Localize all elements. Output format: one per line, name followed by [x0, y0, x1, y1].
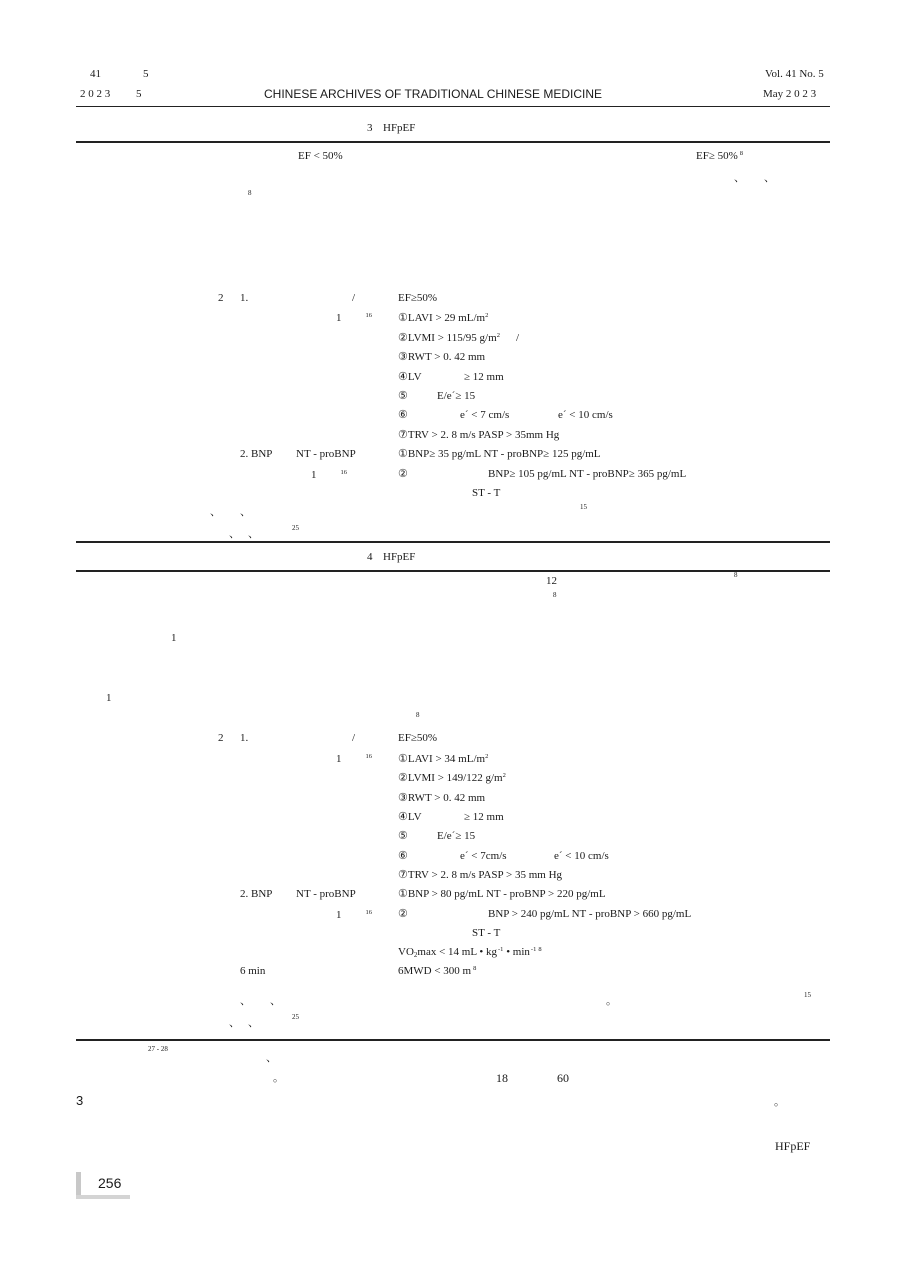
table4-title-number: 4: [367, 551, 373, 563]
table3-item-bnp-1: ①BNP≥ 35 pg/mL NT - proBNP≥ 125 pg/mL: [398, 448, 601, 460]
table4-comma: 、: [229, 1017, 240, 1029]
table3-item-e2-value: e´ < 10 cm/s: [558, 409, 613, 421]
table3-criterion-1-label: 1.: [240, 292, 249, 304]
header-month-cn: 5: [136, 88, 142, 100]
table4-item-5: ⑤: [398, 830, 408, 842]
table3-item-6: ⑥: [398, 409, 408, 421]
table4-bottom-rule: [76, 1039, 830, 1041]
table4-item-e1-value: e´ < 7cm/s: [460, 850, 507, 862]
table3-stt: ST - T: [472, 487, 501, 499]
table3-item-bnp-2-num: ②: [398, 468, 408, 480]
table4-item-e2-value: e´ < 10 cm/s: [554, 850, 609, 862]
table3-item-lvmi: ②LVMI > 115/95 $g/m^2$ /: [398, 332, 519, 344]
table4-item-ee-value: E/e´≥ 15: [437, 830, 476, 842]
table3-comma: 、: [764, 172, 775, 184]
table3-title-term: HFpEF: [383, 122, 416, 134]
body-comma: 、: [266, 1052, 277, 1064]
table4-6min-label: 6 min: [240, 965, 266, 977]
header-date-en: May 2 0 2 3: [763, 88, 817, 100]
table3-comma: 、: [734, 172, 745, 184]
table4-score-1: 1: [171, 632, 177, 644]
table4-item-bnp-1: ①BNP > 80 pg/mL NT - proBNP > 220 pg/mL: [398, 888, 606, 900]
table4-item-bnp-2: BNP > 240 pg/mL NT - proBNP > 660 pg/mL: [488, 908, 692, 920]
table4-item-lavi: ①LAVI > 34 $mL/m^2$: [398, 753, 489, 765]
table3-top-rule: [76, 141, 830, 143]
table4-ref: 8: [553, 591, 557, 599]
table3-item-lv: ④LV: [398, 371, 422, 383]
table3-item-rwt: ③RWT > 0. 42 mm: [398, 351, 486, 363]
body-period: 。: [273, 1072, 284, 1084]
table3-criterion-2-label: 2. BNP: [240, 448, 273, 460]
table4-item-lvmi: ②LVMI > 149/122 $g/m^2$: [398, 772, 506, 784]
table4-period: 。: [606, 995, 617, 1007]
table4-stt: ST - T: [472, 927, 501, 939]
header-rule: [76, 106, 830, 107]
table4-item-bnp-2-num: ②: [398, 908, 408, 920]
table4-item-trv: ⑦TRV > 2. 8 m/s PASP > 35 mm Hg: [398, 869, 563, 881]
table3-ref: 25: [292, 524, 299, 532]
table4-sub-count: 1 $^{16}$: [336, 753, 372, 765]
table3-title-number: 3: [367, 122, 373, 134]
body-period: 。: [774, 1096, 785, 1108]
body-term-hfpef: HFpEF: [775, 1139, 811, 1153]
table3-ref: 15: [580, 503, 587, 511]
table4-value-12: 12: [546, 575, 557, 587]
table4-top-rule: [76, 570, 830, 572]
table4-criterion-2-label: 2. BNP: [240, 888, 273, 900]
table4-criterion-1-label: 1.: [240, 732, 249, 744]
table3-item-trv: ⑦TRV > 2. 8 m/s PASP > 35mm Hg: [398, 429, 560, 441]
table3-score-value: 2: [218, 292, 224, 304]
table4-comma: 、: [240, 995, 251, 1007]
table3-item-e1-value: e´ < 7 cm/s: [460, 409, 510, 421]
table4-ref: 8: [416, 711, 420, 719]
table4-ref: 25: [292, 1013, 299, 1021]
table4-score-value: 2: [218, 732, 224, 744]
table3-comma: 、: [210, 506, 221, 518]
header-year-cn: 2 0 2 3: [80, 88, 111, 100]
table3-slash: /: [352, 292, 356, 304]
table3-criterion-2-nt: NT - proBNP: [296, 448, 356, 460]
table4-item-lv-value: ≥ 12 mm: [464, 811, 504, 823]
table3-ef-criterion: EF≥50%: [398, 292, 438, 304]
page-number-underline: [76, 1195, 130, 1199]
table3-item-ee-value: E/e´≥ 15: [437, 390, 476, 402]
table4-ref: 15: [804, 991, 811, 999]
table3-bottom-rule: [76, 541, 830, 543]
table4-criterion-2-nt: NT - proBNP: [296, 888, 356, 900]
header-volume-en: Vol. 41 No. 5: [765, 68, 824, 80]
table3-comma: 、: [229, 528, 240, 540]
table3-item-lv-value: ≥ 12 mm: [464, 371, 504, 383]
table4-ref: 8: [734, 571, 738, 579]
table4-score-1: 1: [106, 692, 112, 704]
table4-comma: 、: [270, 995, 281, 1007]
body-number-18: 18: [496, 1071, 508, 1085]
page-number: 256: [98, 1175, 122, 1191]
table4-6mwd: 6MWD < 300 m $^8$: [398, 965, 477, 977]
table4-sub-count: 1 $^{16}$: [336, 909, 372, 921]
table3-item-5: ⑤: [398, 390, 408, 402]
table4-slash: /: [352, 732, 356, 744]
table4-item-6: ⑥: [398, 850, 408, 862]
table3-header-ef-reduced: EF < 50%: [298, 150, 343, 162]
header-volume-cn: 41: [90, 68, 101, 80]
table3-sub-count: 1 $^{16}$: [311, 469, 347, 481]
table3-header-ef-preserved: EF≥ 50% $^8$: [696, 150, 744, 162]
table4-vo2max: $VO_2\max < 14$ mL • $kg^{-1}$ • $\min^{-1} ^8$: [398, 946, 542, 959]
table4-comma: 、: [248, 1017, 259, 1029]
table4-title-term: HFpEF: [383, 551, 416, 563]
table3-comma: 、: [240, 506, 251, 518]
table3-comma: 、: [248, 528, 259, 540]
table4-item-rwt: ③RWT > 0. 42 mm: [398, 792, 486, 804]
body-number-60: 60: [557, 1071, 569, 1085]
table3-item-lavi: ①LAVI > 29 $mL/m^2$: [398, 312, 489, 324]
header-number-cn: 5: [143, 68, 149, 80]
table4-item-lv: ④LV: [398, 811, 422, 823]
body-ref: 27 - 28: [148, 1045, 168, 1053]
section-number: 3: [76, 1093, 84, 1108]
table3-ref: 8: [248, 189, 252, 197]
table3-sub-count: 1 $^{16}$: [336, 312, 372, 324]
journal-title: CHINESE ARCHIVES OF TRADITIONAL CHINESE MEDICINE: [264, 87, 603, 101]
table3-item-bnp-2: BNP≥ 105 pg/mL NT - proBNP≥ 365 pg/mL: [488, 468, 687, 480]
table4-ef-criterion: EF≥50%: [398, 732, 438, 744]
